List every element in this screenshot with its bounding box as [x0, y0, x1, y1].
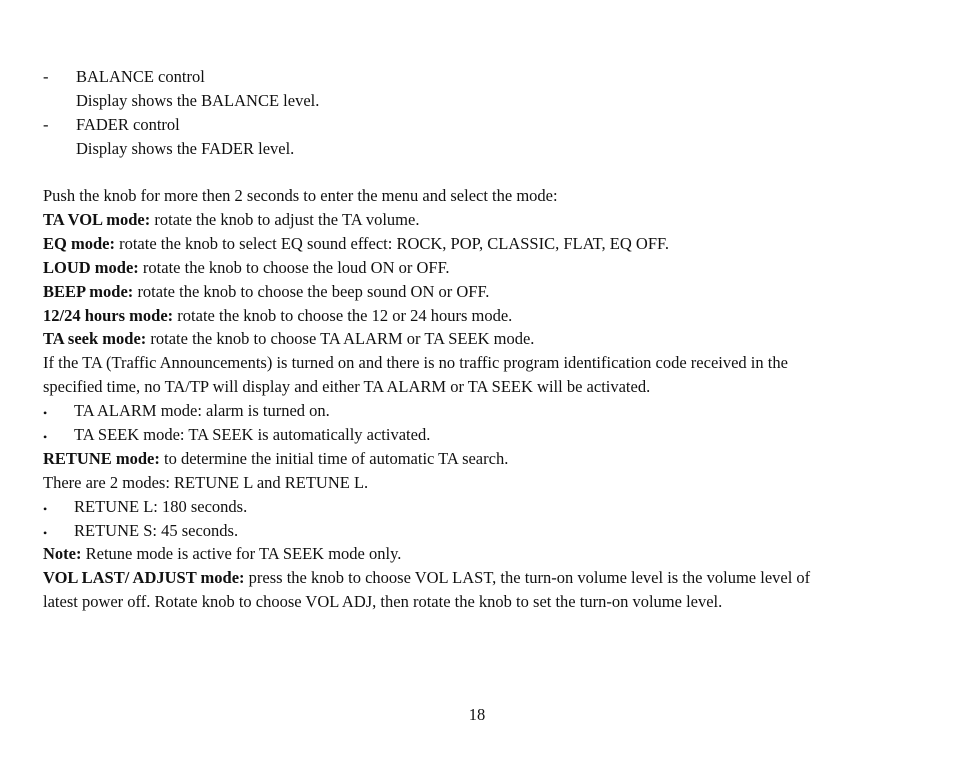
retune-mode — [43, 449, 508, 469]
list-marker: - — [43, 115, 49, 134]
mode-label: VOL LAST/ ADJUST mode: — [43, 568, 245, 587]
mode-label: TA VOL mode: — [43, 210, 151, 229]
balance-control-desc: Display shows the BALANCE level. — [76, 91, 320, 110]
bullet-icon: • — [43, 406, 48, 420]
list-marker: - — [43, 67, 49, 86]
bullet-icon: • — [43, 526, 48, 540]
mode-text: press the knob to choose VOL LAST, the turn-on volume level is the volume level of — [244, 568, 811, 587]
mode-label: BEEP mode: — [43, 282, 134, 301]
mode-text: rotate the knob to select EQ sound effect: ROCK, POP, CLASSIC, FLAT, EQ OFF. — [114, 234, 669, 253]
eq-mode — [43, 234, 669, 254]
ta-paragraph-line-2: specified time, no TA/TP will display and either TA ALARM or TA SEEK will be activated. — [43, 377, 651, 396]
note-label: Note: — [43, 544, 82, 563]
beep-mode — [43, 282, 489, 302]
ta-seek-mode — [43, 329, 534, 349]
mode-text: rotate the knob to choose TA ALARM or TA SEEK mode. — [146, 329, 535, 348]
fader-control-desc: Display shows the FADER level. — [76, 139, 295, 158]
ta-alarm-bullet: TA ALARM mode: alarm is turned on. — [74, 401, 330, 420]
bullet-icon: • — [43, 502, 48, 516]
mode-label: EQ mode: — [43, 234, 115, 253]
mode-text: rotate the knob to choose the 12 or 24 hours mode. — [173, 306, 513, 325]
mode-label: RETUNE mode: — [43, 449, 160, 468]
retune-l-bullet: RETUNE L: 180 seconds. — [74, 497, 248, 516]
hours-mode — [43, 306, 512, 326]
vol-last-mode — [43, 568, 810, 588]
mode-text: rotate the knob to choose the beep sound ON or OFF. — [133, 282, 490, 301]
fader-control-title: FADER control — [76, 115, 180, 134]
retune-s-bullet: RETUNE S: 45 seconds. — [74, 521, 239, 540]
mode-label: 12/24 hours mode: — [43, 306, 174, 325]
mode-label: LOUD mode: — [43, 258, 139, 277]
retune-modes-line: There are 2 modes: RETUNE L and RETUNE L. — [43, 473, 369, 492]
ta-vol-mode — [43, 210, 419, 230]
mode-text: rotate the knob to adjust the TA volume. — [150, 210, 420, 229]
ta-paragraph-line-1: If the TA (Traffic Announcements) is turned on and there is no traffic program identification code received in the — [43, 353, 788, 372]
menu-intro: Push the knob for more then 2 seconds to enter the menu and select the mode: — [43, 186, 558, 205]
page-number: 18 — [468, 705, 486, 724]
mode-label: TA seek mode: — [43, 329, 147, 348]
vol-last-line-2: latest power off. Rotate knob to choose VOL ADJ, then rotate the knob to set the turn-on volume level. — [43, 592, 723, 611]
bullet-icon: • — [43, 430, 48, 444]
note — [43, 544, 401, 564]
loud-mode — [43, 258, 450, 278]
note-text: Retune mode is active for TA SEEK mode only. — [81, 544, 402, 563]
ta-seek-bullet: TA SEEK mode: TA SEEK is automatically activated. — [74, 425, 431, 444]
balance-control-title: BALANCE control — [76, 67, 205, 86]
mode-text: to determine the initial time of automatic TA search. — [159, 449, 509, 468]
mode-text: rotate the knob to choose the loud ON or OFF. — [138, 258, 450, 277]
